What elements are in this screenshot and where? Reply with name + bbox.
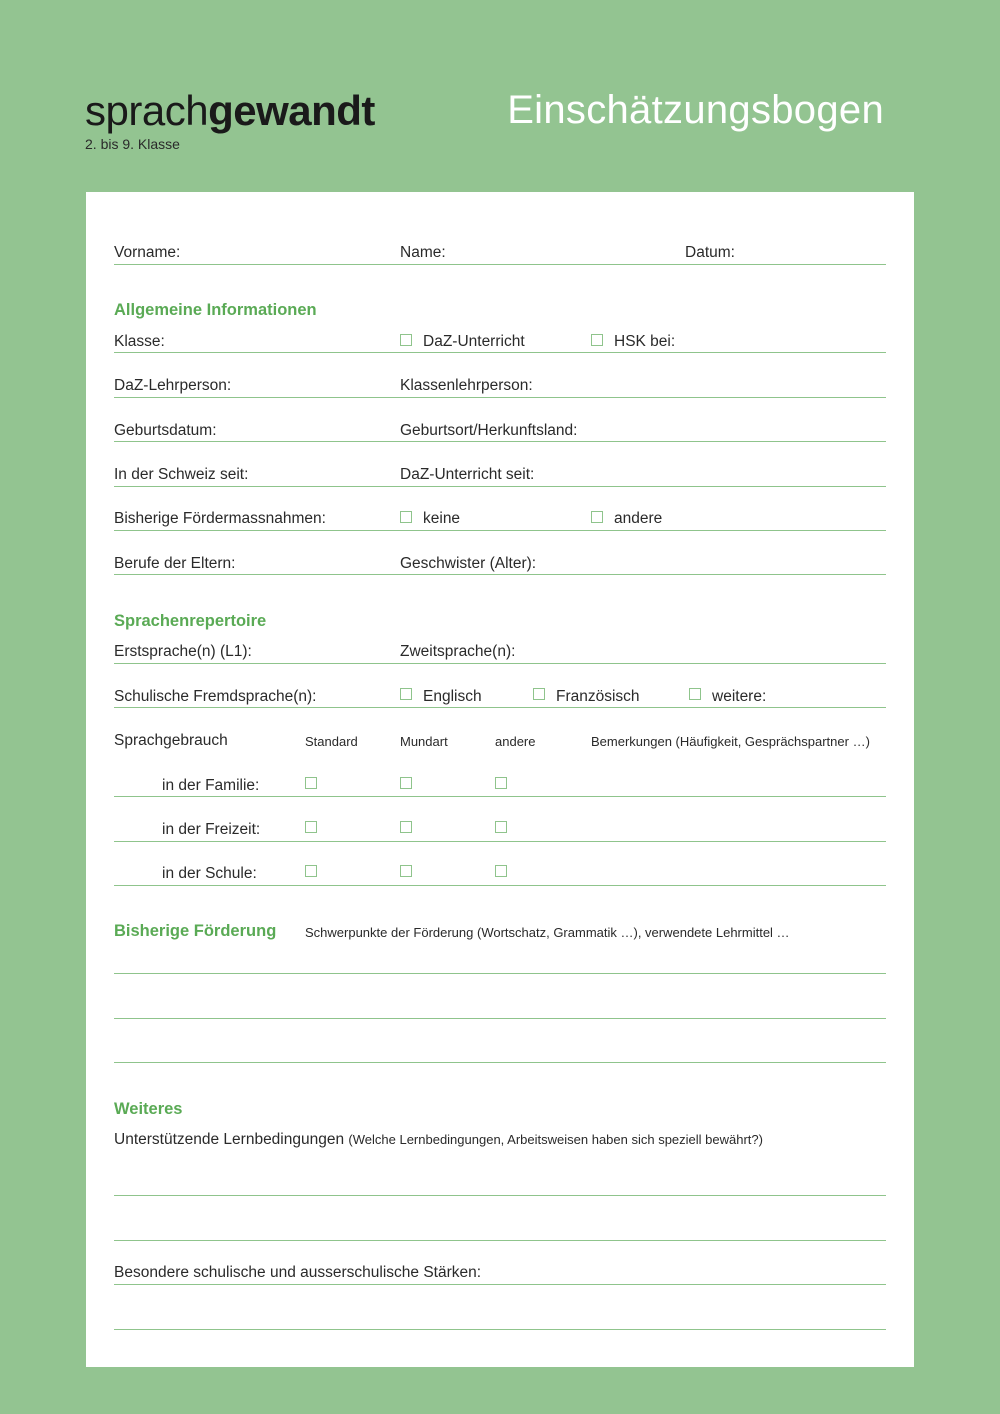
schweiz-seit-label: In der Schweiz seit:: [114, 466, 249, 483]
familie-andere-checkbox[interactable]: [495, 777, 507, 789]
klasse-label: Klasse:: [114, 333, 165, 350]
familie-mundart-checkbox[interactable]: [400, 777, 412, 789]
document-title: Einschätzungsbogen: [507, 88, 884, 132]
franzoesisch-label: Französisch: [556, 688, 640, 705]
freizeit-standard-checkbox[interactable]: [305, 821, 317, 833]
row-familie-label: in der Familie:: [162, 777, 260, 794]
name-label: Name:: [400, 244, 446, 261]
keine-label: keine: [423, 510, 461, 527]
foerdermassnahmen-label: Bisherige Fördermassnahmen:: [114, 510, 326, 527]
vorname-label: Vorname:: [114, 244, 181, 261]
brand-subtitle: 2. bis 9. Klasse: [85, 136, 180, 152]
daz-unterricht-label: DaZ-Unterricht: [423, 333, 525, 350]
staerken-line-1[interactable]: [114, 1284, 886, 1285]
lernbedingungen-title: Unterstützende Lernbedingungen: [114, 1131, 345, 1148]
lehrperson-field-line[interactable]: [114, 397, 886, 398]
col-standard-header: Standard: [305, 734, 358, 749]
familie-field-line[interactable]: [114, 574, 886, 575]
hsk-checkbox[interactable]: [591, 334, 603, 346]
brand-name-bold: gewandt: [208, 87, 375, 134]
sprache-field-line[interactable]: [114, 663, 886, 664]
schule-andere-checkbox[interactable]: [495, 865, 507, 877]
englisch-label: Englisch: [423, 688, 482, 705]
freizeit-mundart-checkbox[interactable]: [400, 821, 412, 833]
familie-standard-checkbox[interactable]: [305, 777, 317, 789]
foerderung-line-1[interactable]: [114, 973, 886, 974]
hsk-label: HSK bei:: [614, 333, 676, 350]
erstsprache-label: Erstsprache(n) (L1):: [114, 643, 252, 660]
header-field-line[interactable]: [114, 264, 886, 265]
daz-seit-label: DaZ-Unterricht seit:: [400, 466, 535, 483]
foerdermassnahmen-field-line[interactable]: [114, 530, 886, 531]
weiteres-heading: Weiteres: [114, 1100, 183, 1118]
foerderung-heading: Bisherige Förderung: [114, 922, 277, 940]
staerken-label: Besondere schulische und ausserschulische Stärken:: [114, 1264, 482, 1281]
daz-lehrperson-label: DaZ-Lehrperson:: [114, 377, 232, 394]
lernbedingungen-label: [114, 1131, 763, 1149]
andere-checkbox[interactable]: [591, 511, 603, 523]
fremdsprache-label: Schulische Fremdsprache(n):: [114, 688, 317, 705]
datum-label: Datum:: [685, 244, 735, 261]
col-andere-header: andere: [495, 734, 536, 749]
franzoesisch-checkbox[interactable]: [533, 688, 545, 700]
berufe-label: Berufe der Eltern:: [114, 555, 236, 572]
schule-row-line[interactable]: [114, 885, 886, 886]
foerderung-hint: Schwerpunkte der Förderung (Wortschatz, Grammatik …), verwendete Lehrmittel …: [305, 925, 790, 940]
lernbedingungen-line-1[interactable]: [114, 1195, 886, 1196]
foerderung-line-3[interactable]: [114, 1062, 886, 1063]
col-mundart-header: Mundart: [400, 734, 448, 749]
sprachen-heading: Sprachenrepertoire: [114, 612, 267, 630]
klassenlehrperson-label: Klassenlehrperson:: [400, 377, 533, 394]
brand-logo: [85, 88, 375, 152]
schule-mundart-checkbox[interactable]: [400, 865, 412, 877]
weitere-label: weitere:: [712, 688, 767, 705]
schule-standard-checkbox[interactable]: [305, 865, 317, 877]
geburt-field-line[interactable]: [114, 441, 886, 442]
geburtsdatum-label: Geburtsdatum:: [114, 422, 217, 439]
seit-field-line[interactable]: [114, 486, 886, 487]
form-sheet: [86, 192, 914, 1367]
fremdsprache-field-line[interactable]: [114, 707, 886, 708]
keine-checkbox[interactable]: [400, 511, 412, 523]
weitere-checkbox[interactable]: [689, 688, 701, 700]
foerderung-line-2[interactable]: [114, 1018, 886, 1019]
geschwister-label: Geschwister (Alter):: [400, 555, 537, 572]
row-freizeit-label: in der Freizeit:: [162, 821, 261, 838]
geburtsort-label: Geburtsort/Herkunftsland:: [400, 422, 578, 439]
englisch-checkbox[interactable]: [400, 688, 412, 700]
sprachgebrauch-label: Sprachgebrauch: [114, 732, 228, 749]
andere-label: andere: [614, 510, 663, 527]
freizeit-row-line[interactable]: [114, 841, 886, 842]
brand-name-light: sprach: [85, 87, 209, 134]
familie-row-line[interactable]: [114, 796, 886, 797]
daz-unterricht-checkbox[interactable]: [400, 334, 412, 346]
staerken-line-2[interactable]: [114, 1329, 886, 1330]
klasse-field-line[interactable]: [114, 352, 886, 353]
zweitsprache-label: Zweitsprache(n):: [400, 643, 516, 660]
row-schule-label: in der Schule:: [162, 865, 257, 882]
freizeit-andere-checkbox[interactable]: [495, 821, 507, 833]
allgemein-heading: Allgemeine Informationen: [114, 301, 317, 319]
brand-name: [85, 88, 375, 134]
lernbedingungen-hint: (Welche Lernbedingungen, Arbeitsweisen haben sich speziell bewährt?): [348, 1132, 763, 1147]
lernbedingungen-line-2[interactable]: [114, 1240, 886, 1241]
col-bemerkungen-header: Bemerkungen (Häufigkeit, Gesprächspartner …): [591, 734, 870, 749]
